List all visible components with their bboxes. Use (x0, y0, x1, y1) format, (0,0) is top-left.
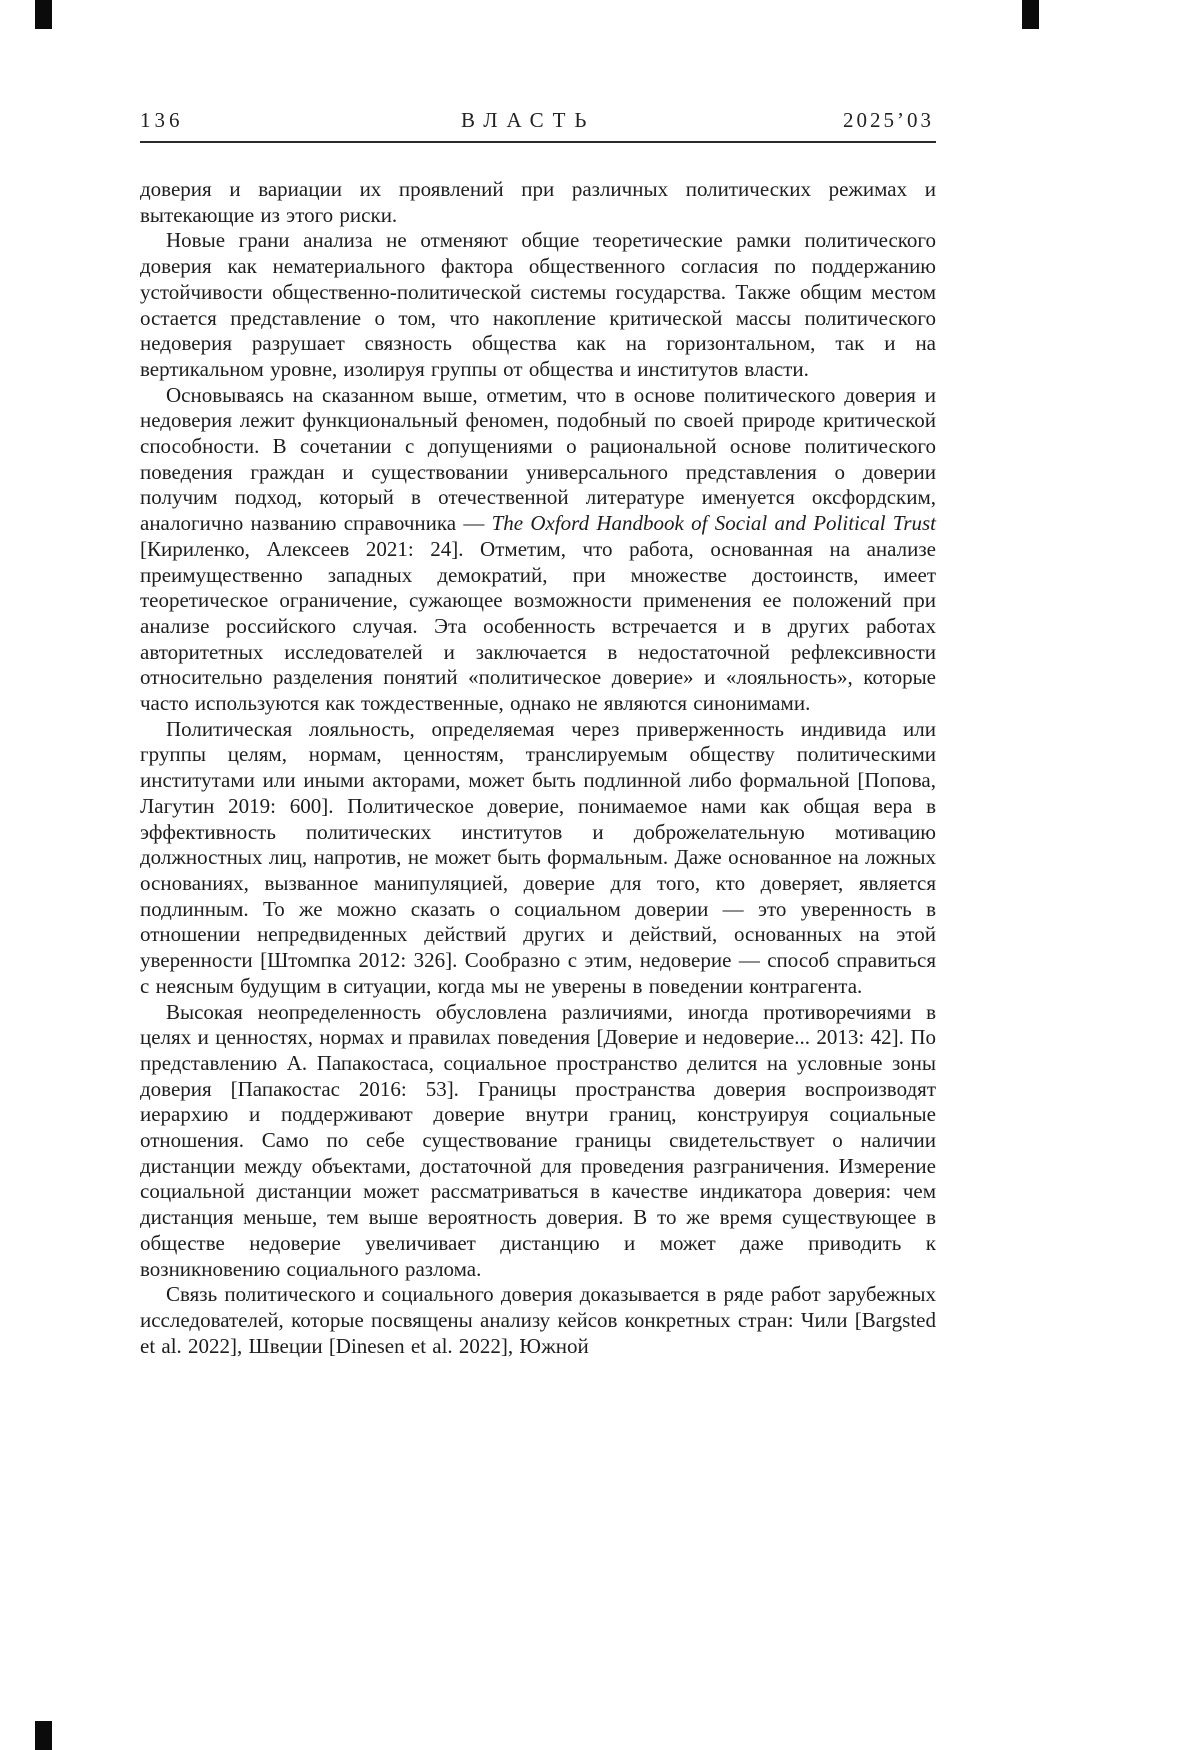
article-body (140, 177, 936, 1359)
paragraph: Новые грани анализа не отменяют общие теоретические рамки политического доверия как нематериального фактора общественного согласия по поддержанию устойчивости общественно-политической системы государства. Также общим местом остается представление о том, что накопление критической массы политического недоверия разрушает связность общества как на горизонтальном, так и на вертикальном уровне, изолируя группы от общества и институтов власти. (140, 228, 936, 381)
paragraph: Высокая неопределенность обусловлена различиями, иногда противоречиями в целях и ценностях, нормах и правилах поведения [Доверие и недоверие... 2013: 42]. По представлению А. Папакостаса, социальное пространство делится на условные зоны доверия [Папакостас 2016: 53]. Границы пространства доверия воспроизводят иерархию и поддерживают доверие внутри границ, конструируя социальные отношения. Само по себе существование границы свидетельствует о наличии дистанции между объектами, достаточной для проведения разграничения. Измерение социальной дистанции может рассматриваться в качестве индикатора доверия: чем дистанция меньше, тем выше вероятность доверия. В то же время существующее в обществе недоверие увеличивает дистанцию и может даже приводить к возникновению социального разлома. (140, 999, 936, 1281)
page-number: 136 (140, 108, 184, 132)
paragraph (140, 383, 936, 717)
header-rule (140, 141, 936, 143)
running-header (140, 108, 936, 141)
paragraph: Политическая лояльность, определяемая через приверженность индивида или группы целям, нормам, ценностям, транслируемым обществу политическими институтами или иными акторами, может быть подлинной либо формальной [Попова, Лагутин 2019: 600]. Политическое доверие, понимаемое нами как общая вера в эффективность политических институтов и доброжелательную мотивацию должностных лиц, напротив, не может быть формальным. Даже основанное на ложных основаниях, вызванное манипуляцией, доверие для того, кто доверяет, является подлинным. То же можно сказать о социальном доверии — это уверенность в отношении непредвиденных действий других и действий, основанных на этой уверенности [Штомпка 2012: 326]. Сообразно с этим, недоверие — способ справиться с неясным будущим в ситуации, когда мы не уверены в поведении контрагента. (140, 716, 936, 998)
paragraph-text: Основываясь на сказанном выше, отметим, что в основе политического доверия и недоверия лежит функциональный феномен, подобный по своей природе критической способности. В сочетании с допущениями о рациональной основе политического поведения граждан и существовании универсального представления о доверии получим подход, который в отечественной литературе именуется оксфордским, аналогично названию справочника — (140, 382, 936, 536)
paragraph: Связь политического и социального доверия доказывается в ряде работ зарубежных исследователей, которые посвящены анализу кейсов конкретных стран: Чили [Bargsted et al. 2022], Швеции [Dinesen et al. 2022], Южной (140, 1282, 936, 1358)
crop-mark-bottom-left (35, 1721, 52, 1750)
book-title-italic: The Oxford Handbook of Social and Political Trust (491, 511, 936, 536)
crop-mark-top-left (35, 0, 52, 29)
journal-title: ВЛАСТЬ (461, 108, 596, 132)
issue-label: 2025’03 (843, 108, 934, 132)
paragraph-text: [Кириленко, Алексеев 2021: 24]. Отметим, что работа, основанная на анализе преимущественно западных демократий, при множестве достоинств, имеет теоретическое ограничение, сужающее возможности применения ее положений при анализе российского случая. Эта особенность встречается и в других работах авторитетных исследователей и заключается в недостаточной рефлексивности относительно разделения понятий «политическое доверие» и «лояльность», которые часто используются как тождественные, однако не являются синонимами. (140, 536, 936, 716)
page-content (140, 108, 936, 1359)
paragraph: доверия и вариации их проявлений при различных политических режимах и вытекающие из этого риски. (140, 177, 936, 227)
crop-mark-top-right (1022, 0, 1039, 29)
